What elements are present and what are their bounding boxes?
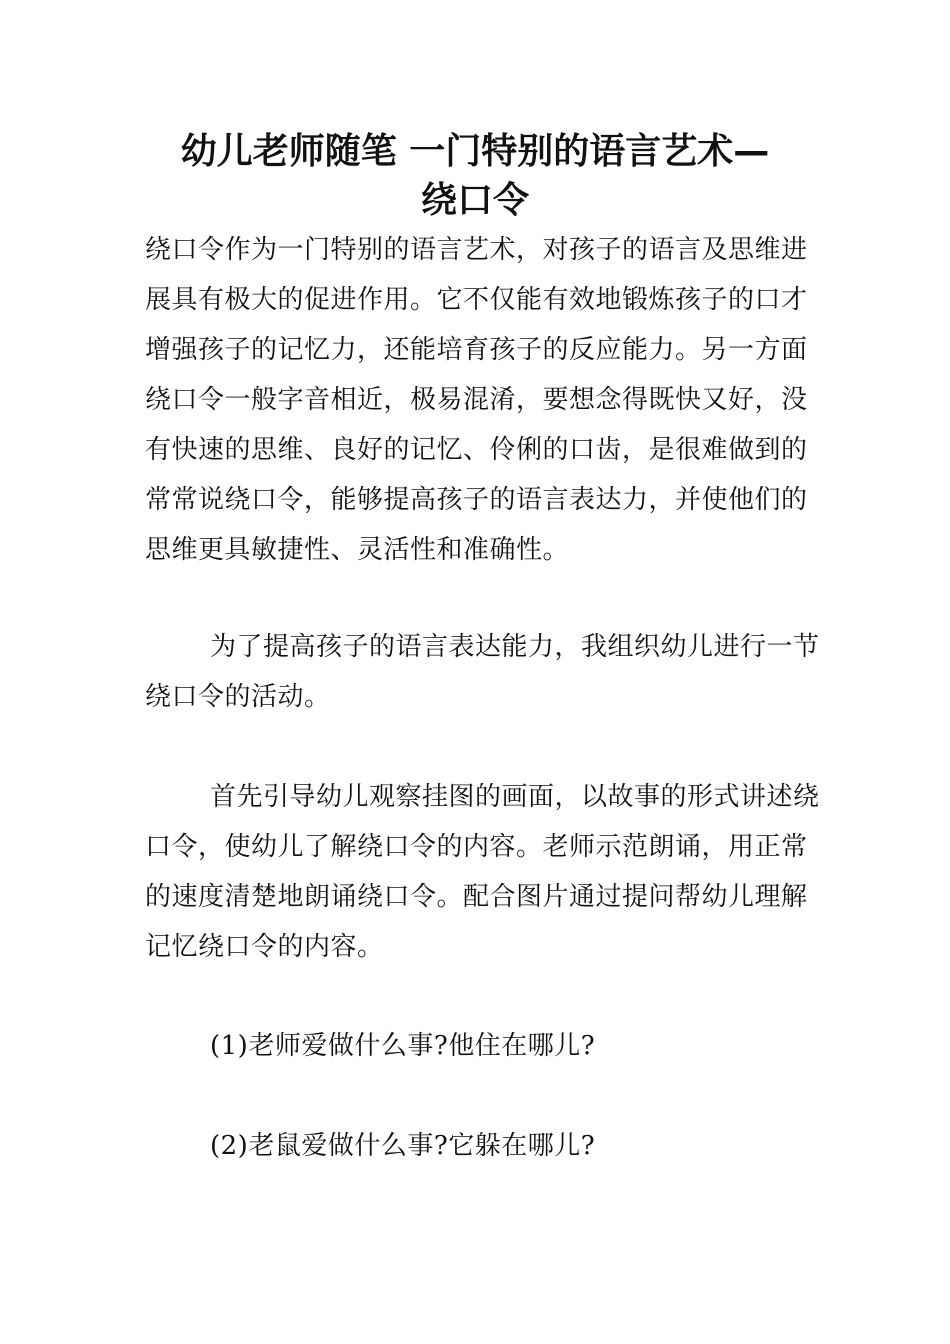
paragraph-2-line: 为了提高孩子的语言表达能力，我组织幼儿进行一节 <box>210 632 820 662</box>
paragraph-1-line: 思维更具敏捷性、灵活性和准确性。 <box>145 535 570 565</box>
paragraph-1-line: 增强孩子的记忆力，还能培育孩子的反应能力。另一方面 <box>145 335 808 365</box>
paragraph-1-line: 绕口令作为一门特别的语言艺术，对孩子的语言及思维进 <box>145 235 808 265</box>
paragraph-1-line: 有快速的思维、良好的记忆、伶俐的口齿，是很难做到的 <box>145 435 808 465</box>
question-1: (1)老师爱做什么事?他住在哪儿? <box>210 1031 596 1061</box>
paragraph-1-line: 展具有极大的促进作用。它不仅能有效地锻炼孩子的口才 <box>145 285 808 315</box>
paragraph-3-line: 首先引导幼儿观察挂图的画面，以故事的形式讲述绕 <box>210 782 820 812</box>
document-title-line-2: 绕口令 <box>420 180 529 221</box>
paragraph-1-line: 常常说绕口令，能够提高孩子的语言表达力，并使他们的 <box>145 485 808 515</box>
paragraph-3-line: 记忆绕口令的内容。 <box>145 932 384 962</box>
question-2: (2)老鼠爱做什么事?它躲在哪儿? <box>210 1131 596 1161</box>
paragraph-1-line: 绕口令一般字音相近，极易混淆，要想念得既快又好，没 <box>145 385 808 415</box>
paragraph-2-line: 绕口令的活动。 <box>145 682 331 712</box>
paragraph-3-line: 口令，使幼儿了解绕口令的内容。老师示范朗诵，用正常 <box>145 832 808 862</box>
paragraph-3-line: 的速度清楚地朗诵绕口令。配合图片通过提问帮幼儿理解 <box>145 882 808 912</box>
document-title-line-1: 幼儿老师随笔 一门特别的语言艺术— <box>180 131 770 172</box>
